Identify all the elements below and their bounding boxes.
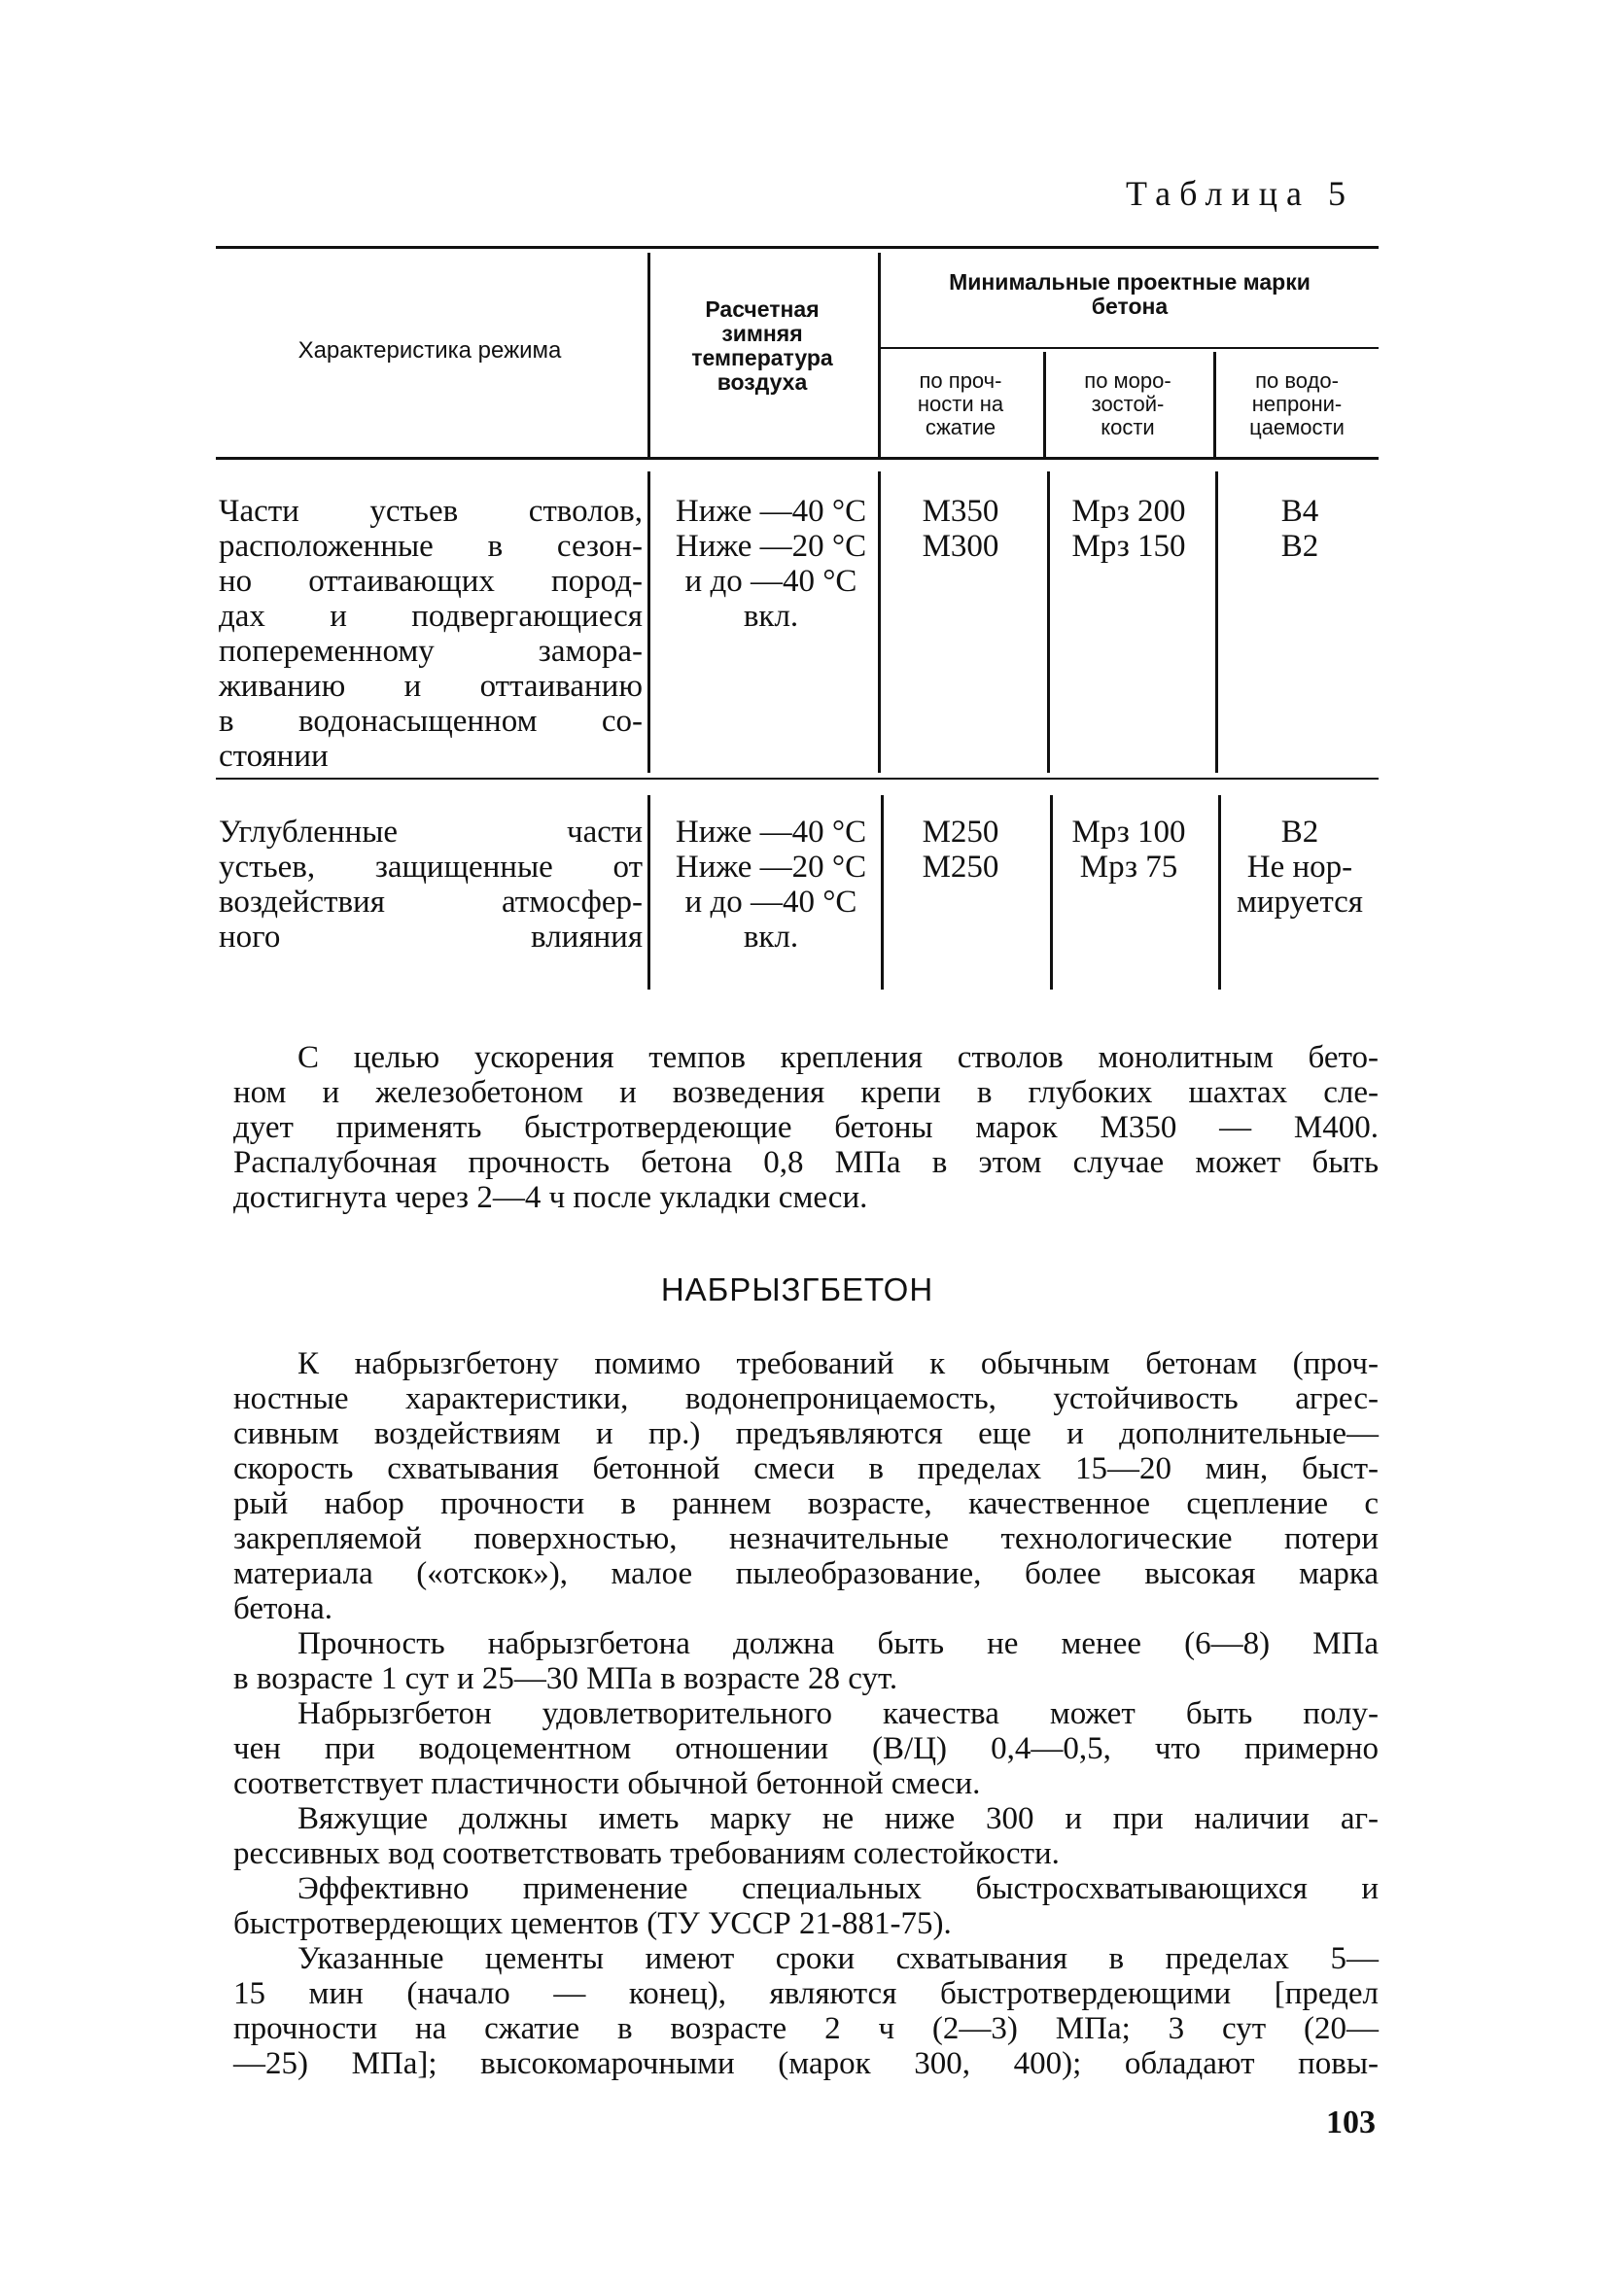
header-frost-resistance: по моро- зостой- кости bbox=[1084, 368, 1171, 439]
header-strength: по проч- ности на сжатие bbox=[917, 368, 1004, 439]
header-characteristic: Характеристика режима bbox=[297, 337, 562, 364]
paragraph-6: Указанные цементы имеют сроки схватывания в пределах 5— 15 мин (начало — конец), являются быстротвердеющими [предел прочности на сжатие в возрасте 2 ч (2—3) МПа; 3 сут (20— —25) МПа]; высокомарочными (марок 300, 400); обладают повы- bbox=[233, 1941, 1379, 2081]
paragraph-4: Вяжущие должны иметь марку не ниже 300 и при наличии аг- рессивных вод соответствовать требованиям солестойкости. bbox=[233, 1801, 1379, 1871]
table-row-2-description: Углубленные части устьев, защищенные от воздействия атмосфер- ного влияния bbox=[219, 815, 643, 955]
table-row-1-temperature: Ниже —40 °С Ниже —20 °С и до —40 °С вкл. bbox=[675, 494, 867, 634]
table-row-1-description: Части устьев стволов, расположенные в сезон- но оттаивающих пород- дах и подвергающиеся попеременному замора- живанию и оттаиванию в водонасыщенном со- стоянии bbox=[219, 494, 643, 774]
header-min-grades: Минимальные проектные марки бетона bbox=[949, 269, 1311, 319]
header-temperature: Расчетная зимняя температура воздуха bbox=[691, 296, 833, 395]
table-header-rule bbox=[216, 457, 1379, 460]
table-row-rule bbox=[216, 778, 1379, 780]
header-water-resistance: по водо- непрони- цаемости bbox=[1249, 368, 1345, 439]
paragraph-1: К набрызгбетону помимо требований к обычным бетонам (проч- ностные характеристики, водонепроницаемость, устойчивость агрес- сивным воздействиям и пр.) предъявляются еще и дополнительные— скорость схватывания бетонной смеси в пределах 15—20 мин, быст- рый набор прочности в раннем возрасте, качественное сцепление с закрепляемой поверхностью, незначительные технологические потери материала («отскок»), малое пылеобразование, более высокая марка бетона. bbox=[233, 1346, 1379, 1626]
table-top-rule bbox=[216, 246, 1379, 249]
table-row-2-temperature: Ниже —40 °С Ниже —20 °С и до —40 °С вкл. bbox=[675, 815, 867, 955]
table-caption: Таблица 5 bbox=[1126, 174, 1354, 213]
table-row-2-frost: Мрз 100 Мрз 75 bbox=[1071, 815, 1186, 885]
table-row-2-water: В2 Не нор- мируется bbox=[1237, 815, 1363, 920]
paragraph-3: Набрызгбетон удовлетворительного качества может быть полу- чен при водоцементном отношении (В/Ц) 0,4—0,5, что примерно соответствует пластичности обычной бетонной смеси. bbox=[233, 1696, 1379, 1801]
table-row-1-frost: Мрз 200 Мрз 150 bbox=[1071, 494, 1186, 564]
section-title: НАБРЫЗГБЕТОН bbox=[660, 1271, 934, 1307]
table-row-1-water: В4 В2 bbox=[1280, 494, 1319, 564]
paragraph-2: Прочность набрызгбетона должна быть не менее (6—8) МПа в возрасте 1 сут и 25—30 МПа в возрасте 28 сут. bbox=[233, 1626, 1379, 1696]
table-vrule-1b bbox=[647, 471, 650, 773]
table-group-rule bbox=[878, 347, 1379, 349]
table-row-1-strength: М350 М300 bbox=[922, 494, 999, 564]
table-row-2-strength: М250 М250 bbox=[922, 815, 999, 885]
page-number: 103 bbox=[1326, 2105, 1376, 2140]
table-vrule-1c bbox=[647, 795, 650, 990]
paragraph-intro: С целью ускорения темпов крепления стволов монолитным бето- ном и железобетоном и возведения крепи в глубоких шахтах сле- дует применять быстротвердеющие бетоны марок М350 — М400. Распалубочная прочность бетона 0,8 МПа в этом случае может быть достигнута через 2—4 ч после укладки смеси. bbox=[233, 1040, 1379, 1215]
paragraph-5: Эффективно применение специальных быстросхватывающихся и быстротвердеющих цементов (ТУ УССР 21-881-75). bbox=[233, 1871, 1379, 1941]
